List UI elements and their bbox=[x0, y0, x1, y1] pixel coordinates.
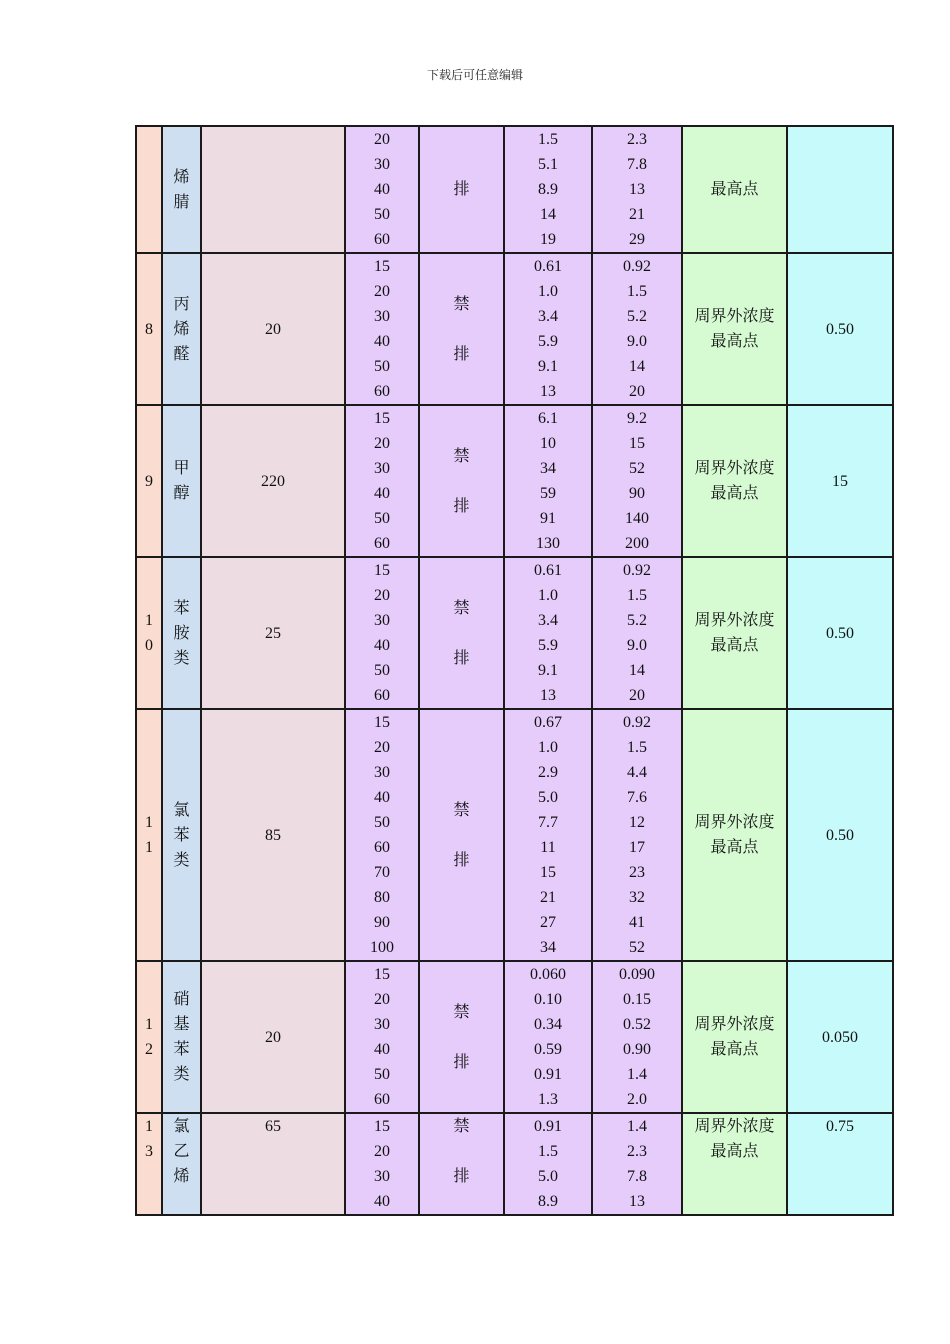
emission-rate-grade3: 140 bbox=[625, 510, 649, 527]
emission-rate-grade2: 15 bbox=[540, 864, 556, 881]
prohibited-spacer bbox=[420, 1025, 503, 1050]
emission-rate-grade3: 14 bbox=[629, 662, 645, 679]
stack-height: 70 bbox=[374, 864, 390, 881]
emission-rate-grade3: 90 bbox=[629, 485, 645, 502]
prohibited-label-1: 禁 bbox=[453, 447, 470, 465]
monitoring-point-cell bbox=[682, 253, 787, 405]
emission-rate-grade3: 9.0 bbox=[627, 637, 647, 654]
prohibited-emission-cell bbox=[419, 709, 504, 961]
stack-height: 60 bbox=[374, 383, 390, 400]
emission-rate-grade2: 0.060 bbox=[530, 966, 566, 983]
row-number-cell bbox=[136, 709, 162, 961]
monitoring-point-line2: 最高点 bbox=[710, 637, 759, 654]
prohibited-label-1: 禁 bbox=[453, 295, 470, 313]
boundary-concentration: 0.50 bbox=[826, 624, 854, 642]
emission-rate-grade2: 1.3 bbox=[538, 1091, 558, 1108]
stack-height: 40 bbox=[374, 789, 390, 806]
emission-rate-grade3: 9.0 bbox=[627, 333, 647, 350]
prohibited-emission-cell bbox=[419, 253, 504, 405]
max-concentration: 220 bbox=[261, 472, 285, 490]
prohibited-label-2: 排 bbox=[453, 497, 470, 515]
emission-rate-grade3-cell bbox=[592, 961, 682, 1113]
prohibited-label-2: 排 bbox=[453, 1053, 470, 1071]
emission-rate-grade2: 10 bbox=[540, 435, 556, 452]
emission-rate-grade2: 91 bbox=[540, 510, 556, 527]
prohibited-label-1: 禁 bbox=[453, 1003, 470, 1021]
emission-rate-grade3: 15 bbox=[629, 435, 645, 452]
emission-rate-grade3: 20 bbox=[629, 687, 645, 704]
pollutant-name-cell bbox=[162, 253, 201, 405]
emission-rate-grade2: 13 bbox=[540, 383, 556, 400]
emission-rate-grade2: 5.0 bbox=[538, 1168, 558, 1185]
monitoring-point-cell bbox=[682, 709, 787, 961]
prohibited-label-2: 排 bbox=[453, 851, 470, 869]
stack-height-cell bbox=[345, 709, 419, 961]
emission-rate-grade3: 23 bbox=[629, 864, 645, 881]
emission-rate-grade2: 9.1 bbox=[538, 662, 558, 679]
emission-rate-grade3: 21 bbox=[629, 206, 645, 223]
emission-rate-grade2: 0.91 bbox=[534, 1118, 562, 1135]
max-concentration: 20 bbox=[265, 320, 281, 338]
emission-rate-grade3: 13 bbox=[629, 1193, 645, 1210]
prohibited-label-1: 禁 bbox=[453, 1118, 470, 1135]
stack-height: 50 bbox=[374, 358, 390, 375]
row-number-cell bbox=[136, 557, 162, 709]
emission-rate-grade3: 5.2 bbox=[627, 612, 647, 629]
max-concentration-cell bbox=[201, 126, 345, 253]
boundary-concentration-cell bbox=[787, 557, 893, 709]
stack-height: 50 bbox=[374, 510, 390, 527]
stack-height: 60 bbox=[374, 687, 390, 704]
stack-height: 60 bbox=[374, 231, 390, 248]
emission-rate-grade3: 1.4 bbox=[627, 1066, 647, 1083]
stack-height: 20 bbox=[374, 991, 390, 1008]
emission-rate-grade3: 200 bbox=[625, 535, 649, 552]
table-row bbox=[136, 557, 893, 709]
pollutant-name: 丙烯醛 bbox=[173, 295, 190, 363]
max-concentration: 25 bbox=[265, 624, 281, 642]
emission-rate-grade2: 130 bbox=[536, 535, 560, 552]
max-concentration-cell bbox=[201, 253, 345, 405]
stack-height: 60 bbox=[374, 535, 390, 552]
emission-rate-grade2-cell bbox=[504, 126, 592, 253]
emission-rate-grade3: 9.2 bbox=[627, 410, 647, 427]
pollutant-name-cell bbox=[162, 405, 201, 557]
emission-rate-grade3-cell bbox=[592, 709, 682, 961]
monitoring-point-line1: 周界外浓度 bbox=[694, 1118, 775, 1135]
monitoring-point-line2: 最高点 bbox=[710, 333, 759, 350]
row-number-cell bbox=[136, 405, 162, 557]
emission-rate-grade2: 5.0 bbox=[538, 789, 558, 806]
emission-rate-grade3: 29 bbox=[629, 231, 645, 248]
stack-height: 60 bbox=[374, 1091, 390, 1108]
emission-rate-grade3: 7.6 bbox=[627, 789, 647, 806]
emission-rate-grade3: 0.92 bbox=[623, 258, 651, 275]
stack-height: 20 bbox=[374, 435, 390, 452]
emission-rate-grade3: 52 bbox=[629, 939, 645, 956]
emission-rate-grade2: 7.7 bbox=[538, 814, 558, 831]
monitoring-point-cell bbox=[682, 1113, 787, 1215]
emission-rate-grade2-cell bbox=[504, 253, 592, 405]
row-number: 10 bbox=[145, 612, 153, 654]
table-row bbox=[136, 405, 893, 557]
emission-rate-grade2-cell bbox=[504, 709, 592, 961]
prohibited-emission-cell bbox=[419, 405, 504, 557]
emission-rate-grade3: 1.4 bbox=[627, 1118, 647, 1135]
emission-rate-grade3: 0.090 bbox=[619, 966, 655, 983]
stack-height-cell bbox=[345, 961, 419, 1113]
monitoring-point-line1: 周界外浓度 bbox=[694, 814, 775, 831]
max-concentration: 65 bbox=[265, 1118, 281, 1135]
emission-rate-grade2: 9.1 bbox=[538, 358, 558, 375]
emission-rate-grade2: 59 bbox=[540, 485, 556, 502]
monitoring-point-cell bbox=[682, 961, 787, 1113]
max-concentration-cell bbox=[201, 557, 345, 709]
table-row bbox=[136, 961, 893, 1113]
pollutant-name: 苯胺类 bbox=[173, 599, 190, 667]
pollutant-name: 硝基苯类 bbox=[173, 991, 190, 1083]
emission-rate-grade2: 2.9 bbox=[538, 764, 558, 781]
emission-rate-grade3: 52 bbox=[629, 460, 645, 477]
stack-height: 40 bbox=[374, 1041, 390, 1058]
stack-height: 100 bbox=[370, 939, 394, 956]
emission-rate-grade2: 1.0 bbox=[538, 283, 558, 300]
monitoring-point-line2: 最高点 bbox=[710, 485, 759, 502]
stack-height: 50 bbox=[374, 662, 390, 679]
emission-rate-grade2: 1.0 bbox=[538, 587, 558, 604]
prohibited-label-1: 禁 bbox=[453, 599, 470, 617]
row-number: 11 bbox=[145, 814, 153, 856]
emission-rate-grade3: 4.4 bbox=[627, 764, 647, 781]
prohibited-emission-cell bbox=[419, 126, 504, 253]
stack-height: 15 bbox=[374, 258, 390, 275]
emission-rate-grade2: 27 bbox=[540, 914, 556, 931]
emission-rate-grade3: 0.92 bbox=[623, 714, 651, 731]
emission-rate-grade3: 0.90 bbox=[623, 1041, 651, 1058]
monitoring-point-line1: 周界外浓度 bbox=[694, 460, 775, 477]
table-row bbox=[136, 1113, 893, 1215]
prohibited-label-2: 排 bbox=[453, 345, 470, 363]
pollutant-name-cell bbox=[162, 126, 201, 253]
stack-height: 15 bbox=[374, 410, 390, 427]
table-row bbox=[136, 709, 893, 961]
emission-rate-grade3: 7.8 bbox=[627, 156, 647, 173]
boundary-concentration: 0.50 bbox=[826, 826, 854, 844]
monitoring-point: 最高点 bbox=[710, 181, 759, 198]
emission-rate-grade3: 14 bbox=[629, 358, 645, 375]
prohibited-spacer bbox=[420, 1139, 503, 1164]
emission-rate-grade3: 2.3 bbox=[627, 131, 647, 148]
stack-height: 20 bbox=[374, 739, 390, 756]
monitoring-point-line2: 最高点 bbox=[710, 1143, 759, 1160]
stack-height: 40 bbox=[374, 181, 390, 198]
emission-rate-grade3: 0.92 bbox=[623, 562, 651, 579]
emission-rate-grade2: 0.91 bbox=[534, 1066, 562, 1083]
row-number-cell bbox=[136, 961, 162, 1113]
stack-height: 50 bbox=[374, 1066, 390, 1083]
max-concentration-cell bbox=[201, 961, 345, 1113]
row-number-cell bbox=[136, 126, 162, 253]
boundary-concentration-cell bbox=[787, 253, 893, 405]
emission-rate-grade2: 3.4 bbox=[538, 308, 558, 325]
row-number: 8 bbox=[145, 320, 153, 338]
stack-height: 15 bbox=[374, 714, 390, 731]
boundary-concentration-cell bbox=[787, 961, 893, 1113]
stack-height: 15 bbox=[374, 966, 390, 983]
stack-height: 20 bbox=[374, 283, 390, 300]
emission-rate-grade2: 0.59 bbox=[534, 1041, 562, 1058]
emission-rate-grade3-cell bbox=[592, 253, 682, 405]
emission-rate-grade2: 14 bbox=[540, 206, 556, 223]
monitoring-point-cell bbox=[682, 405, 787, 557]
emission-rate-grade2-cell bbox=[504, 961, 592, 1113]
page-header: 下载后可任意编辑 bbox=[426, 68, 523, 82]
stack-height: 40 bbox=[374, 485, 390, 502]
emission-rate-grade3: 7.8 bbox=[627, 1168, 647, 1185]
emission-rate-grade2: 5.9 bbox=[538, 333, 558, 350]
emission-rate-grade3-cell bbox=[592, 405, 682, 557]
row-number-cell bbox=[136, 253, 162, 405]
emission-rate-grade2: 6.1 bbox=[538, 410, 558, 427]
stack-height: 20 bbox=[374, 587, 390, 604]
emission-rate-grade3-cell bbox=[592, 126, 682, 253]
max-concentration: 85 bbox=[265, 826, 281, 844]
emission-rate-grade2: 34 bbox=[540, 460, 556, 477]
emission-rate-grade3: 17 bbox=[629, 839, 645, 856]
prohibited-spacer bbox=[420, 621, 503, 646]
max-concentration-cell bbox=[201, 1113, 345, 1215]
row-number-cell bbox=[136, 1113, 162, 1215]
emission-rate-grade2: 1.5 bbox=[538, 1143, 558, 1160]
prohibited-spacer bbox=[420, 469, 503, 494]
emission-rate-grade2: 3.4 bbox=[538, 612, 558, 629]
pollutant-name-cell bbox=[162, 709, 201, 961]
emission-rate-grade3-cell bbox=[592, 1113, 682, 1215]
stack-height: 40 bbox=[374, 333, 390, 350]
stack-height-cell bbox=[345, 557, 419, 709]
stack-height: 40 bbox=[374, 1193, 390, 1210]
emission-rate-grade3: 12 bbox=[629, 814, 645, 831]
emission-rate-grade3: 2.3 bbox=[627, 1143, 647, 1160]
emission-rate-grade2: 0.61 bbox=[534, 562, 562, 579]
stack-height: 40 bbox=[374, 637, 390, 654]
pollutant-name: 甲醇 bbox=[173, 460, 190, 502]
boundary-concentration-cell bbox=[787, 126, 893, 253]
emission-rate-grade2: 0.61 bbox=[534, 258, 562, 275]
stack-height: 15 bbox=[374, 1118, 390, 1135]
boundary-concentration-cell bbox=[787, 1113, 893, 1215]
emission-rate-grade3: 1.5 bbox=[627, 739, 647, 756]
table-row bbox=[136, 126, 893, 253]
boundary-concentration-cell bbox=[787, 405, 893, 557]
row-number: 13 bbox=[145, 1118, 153, 1160]
row-number: 9 bbox=[145, 472, 153, 490]
emission-rate-grade2: 1.5 bbox=[538, 131, 558, 148]
emission-rate-grade2: 21 bbox=[540, 889, 556, 906]
prohibited-emission-cell bbox=[419, 557, 504, 709]
stack-height: 90 bbox=[374, 914, 390, 931]
emission-rate-grade2: 13 bbox=[540, 687, 556, 704]
emission-rate-grade2: 0.34 bbox=[534, 1016, 562, 1033]
boundary-concentration: 0.50 bbox=[826, 320, 854, 338]
stack-height-cell bbox=[345, 405, 419, 557]
monitoring-point-line1: 周界外浓度 bbox=[694, 612, 775, 629]
monitoring-point-line2: 最高点 bbox=[710, 1041, 759, 1058]
prohibited-emission-cell bbox=[419, 961, 504, 1113]
emission-rate-grade2: 5.9 bbox=[538, 637, 558, 654]
boundary-concentration: 0.75 bbox=[826, 1118, 854, 1135]
emission-rate-grade3: 41 bbox=[629, 914, 645, 931]
prohibited-label-2: 排 bbox=[453, 649, 470, 667]
boundary-concentration-cell bbox=[787, 709, 893, 961]
emission-rate-grade2: 8.9 bbox=[538, 181, 558, 198]
emission-rate-grade3: 0.15 bbox=[623, 991, 651, 1008]
emission-rate-grade3-cell bbox=[592, 557, 682, 709]
emission-rate-grade2-cell bbox=[504, 405, 592, 557]
emission-rate-grade3: 2.0 bbox=[627, 1091, 647, 1108]
pollutant-name-cell bbox=[162, 961, 201, 1113]
stack-height-cell bbox=[345, 1113, 419, 1215]
emission-rate-grade3: 1.5 bbox=[627, 283, 647, 300]
stack-height: 20 bbox=[374, 1143, 390, 1160]
emission-rate-grade2: 19 bbox=[540, 231, 556, 248]
emission-rate-grade2: 8.9 bbox=[538, 1193, 558, 1210]
stack-height: 30 bbox=[374, 1016, 390, 1033]
emission-rate-grade3: 0.52 bbox=[623, 1016, 651, 1033]
monitoring-point-cell bbox=[682, 557, 787, 709]
stack-height: 50 bbox=[374, 206, 390, 223]
emission-standards-table bbox=[135, 125, 894, 1216]
pollutant-name: 氯乙烯 bbox=[173, 1118, 190, 1185]
pollutant-name-cell bbox=[162, 557, 201, 709]
prohibited-emission-cell bbox=[419, 1113, 504, 1215]
row-number: 12 bbox=[145, 1016, 153, 1058]
emission-rate-grade3: 5.2 bbox=[627, 308, 647, 325]
emission-rate-grade2: 11 bbox=[540, 839, 556, 856]
emission-rate-grade2: 0.10 bbox=[534, 991, 562, 1008]
pollutant-name-cell bbox=[162, 1113, 201, 1215]
pollutant-name: 氯苯类 bbox=[173, 801, 190, 869]
emission-rate-grade2: 1.0 bbox=[538, 739, 558, 756]
stack-height: 15 bbox=[374, 562, 390, 579]
stack-height: 30 bbox=[374, 764, 390, 781]
prohibited-label-2: 排 bbox=[453, 181, 470, 198]
pollutant-name: 烯腈 bbox=[173, 168, 190, 211]
stack-height: 20 bbox=[374, 131, 390, 148]
emission-rate-grade2-cell bbox=[504, 557, 592, 709]
emission-rate-grade3: 20 bbox=[629, 383, 645, 400]
monitoring-point-line1: 周界外浓度 bbox=[694, 1016, 775, 1033]
stack-height: 30 bbox=[374, 156, 390, 173]
stack-height: 30 bbox=[374, 612, 390, 629]
emission-rate-grade2-cell bbox=[504, 1113, 592, 1215]
emission-rate-grade2: 0.67 bbox=[534, 714, 562, 731]
prohibited-spacer bbox=[420, 823, 503, 848]
prohibited-label-2: 排 bbox=[453, 1168, 470, 1185]
monitoring-point-line1: 周界外浓度 bbox=[694, 308, 775, 325]
monitoring-point-line2: 最高点 bbox=[710, 839, 759, 856]
emission-rate-grade3: 32 bbox=[629, 889, 645, 906]
stack-height-cell bbox=[345, 126, 419, 253]
stack-height: 30 bbox=[374, 460, 390, 477]
emission-rate-grade2: 5.1 bbox=[538, 156, 558, 173]
max-concentration: 20 bbox=[265, 1028, 281, 1046]
table-row bbox=[136, 253, 893, 405]
boundary-concentration: 15 bbox=[832, 472, 848, 490]
boundary-concentration: 0.050 bbox=[822, 1028, 858, 1046]
max-concentration-cell bbox=[201, 405, 345, 557]
monitoring-point-cell bbox=[682, 126, 787, 253]
prohibited-label-1: 禁 bbox=[453, 801, 470, 819]
stack-height: 30 bbox=[374, 1168, 390, 1185]
stack-height: 30 bbox=[374, 308, 390, 325]
emission-rate-grade3: 1.5 bbox=[627, 587, 647, 604]
stack-height: 80 bbox=[374, 889, 390, 906]
stack-height: 50 bbox=[374, 814, 390, 831]
prohibited-spacer bbox=[420, 317, 503, 342]
emission-rate-grade2: 34 bbox=[540, 939, 556, 956]
max-concentration-cell bbox=[201, 709, 345, 961]
stack-height: 60 bbox=[374, 839, 390, 856]
stack-height-cell bbox=[345, 253, 419, 405]
emission-rate-grade3: 13 bbox=[629, 181, 645, 198]
